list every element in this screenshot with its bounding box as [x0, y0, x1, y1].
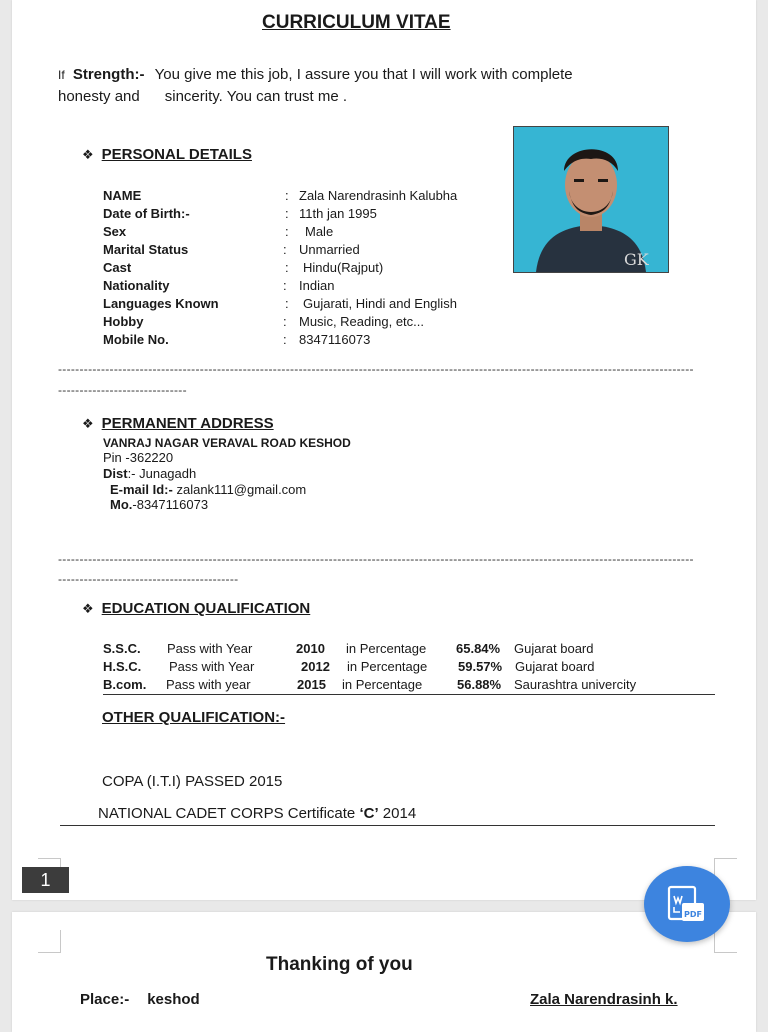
profile-photo [513, 126, 669, 273]
education-heading: ❖ EDUCATION QUALIFICATION [82, 600, 311, 617]
svg-text:PDF: PDF [684, 910, 702, 919]
address-email: E-mail Id:- zalank111@gmail.com [110, 482, 307, 497]
photo-logo: GK [624, 250, 649, 269]
strength-prefix: If [58, 68, 65, 82]
dashed-separator: ---------------------------------------------------------------------------------------------------------------------------------------------------- [58, 362, 694, 376]
page-number-badge: 1 [22, 867, 69, 893]
ncc-line: NATIONAL CADET CORPS Certificate ‘C’ 2014 [98, 805, 417, 822]
diamond-bullet-icon: ❖ [82, 416, 94, 431]
address-pin: Pin -362220 [103, 450, 174, 465]
dashed-separator: ---------------------------------------------------------------------------------------------------------------------------------------------------- [58, 552, 694, 566]
signature-name: Zala Narendrasinh k. [530, 991, 678, 1008]
crop-mark [38, 930, 61, 953]
dashed-separator: ------------------------------------------ [58, 572, 239, 586]
strength-label: Strength:- [72, 66, 145, 83]
table-rule [103, 694, 715, 695]
other-qualification-heading: OTHER QUALIFICATION:- [102, 709, 286, 726]
strength-line2: honesty and sincerity. You can trust me . [58, 88, 348, 105]
thanks-text: Thanking of you [266, 954, 413, 975]
document-page-1: CURRICULUM VITAE If Strength:- You give me this job, I assure you that I will work with complete honesty and sincerity. You can trust me . ❖ PERSONAL DETAILS GK NAME : Zala Narendrasinh Kalubha Date of Birth:- : 11th jan 1995 Sex : Male Marital Status : Unmarried Cast : Hindu(Rajput) Nationality : Indian Languages Known : Gujarati, Hindi and English Hobby : Music, Reading, etc... Mobile No. : 8347116073 ---------------------------------------------------------------------------------------------------------------------------------------------------- ------------------------------ ❖ PERMANENT ADDRESS VANRAJ NAGAR VERAVAL ROAD KESHOD Pin -362220 Dist:- Junagadh E-mail Id:- zalank111@gmail.com Mo.-8347116073 ---------------------------------------------------------------------------------------------------------------------------------------------------- ------------------------------------------ ❖ EDUCATION QUALIFICATION S.S.C. Pass with Year 2010 in Percentage 65.84% Gujarat board H.S.C. Pass with Year 2012 in Percentage 59.57% Gujarat board B.com. Pass with year 2015 in Percentage 56.88% Saurashtra univercity OTHER QUALIFICATION:- COPA (I.T.I) PASSED 2015 NATIONAL CADET CORPS Certificate ‘C’ 2014 [12, 0, 756, 900]
permanent-address-heading: ❖ PERMANENT ADDRESS [82, 415, 274, 432]
copa-line: COPA (I.T.I) PASSED 2015 [102, 773, 283, 790]
document-title: CURRICULUM VITAE [262, 12, 451, 33]
strength-line1: You give me this job, I assure you that I will work with complete [154, 66, 573, 83]
pdf-export-button[interactable] [644, 866, 730, 942]
table-rule [60, 825, 715, 826]
dashed-separator: ------------------------------ [58, 383, 187, 397]
diamond-bullet-icon: ❖ [82, 601, 94, 616]
address-district: Dist:- Junagadh [103, 466, 197, 481]
address-mobile: Mo.-8347116073 [110, 497, 209, 512]
personal-details-heading: ❖ PERSONAL DETAILS [82, 146, 252, 163]
place-line: Place:- keshod [80, 991, 200, 1008]
strength-statement [58, 64, 668, 107]
diamond-bullet-icon: ❖ [82, 147, 94, 162]
pdf-export-icon [644, 866, 730, 942]
address-line: VANRAJ NAGAR VERAVAL ROAD KESHOD [103, 436, 351, 450]
